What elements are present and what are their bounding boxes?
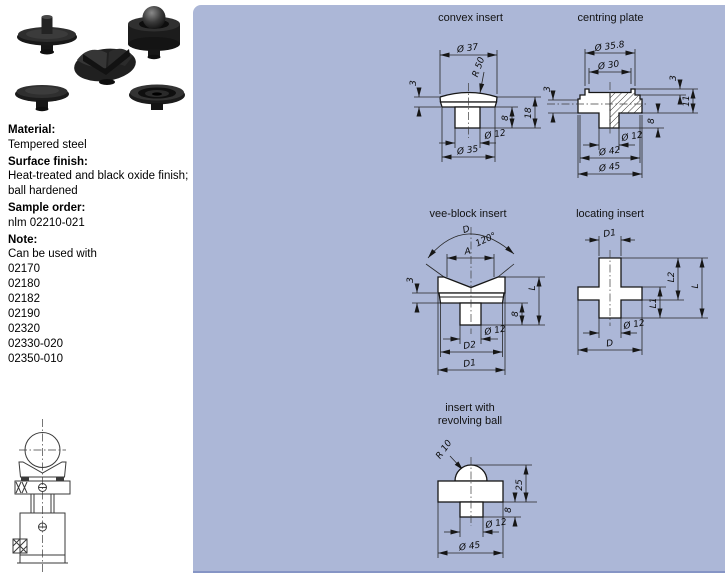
- assembly-outline: [13, 419, 70, 573]
- convex-insert-drawing: [408, 26, 548, 166]
- dim-L: L: [691, 283, 701, 289]
- dim-height-25: 25: [515, 479, 525, 491]
- material-value: Tempered steel: [8, 139, 87, 151]
- dim-height-8: 8: [504, 507, 514, 513]
- dim-height-3-right: 3: [669, 75, 679, 81]
- sample-order-value: nlm 02210-021: [8, 217, 85, 229]
- dim-height-8: 8: [511, 311, 521, 317]
- photo-revolving-ball-insert: [128, 6, 180, 59]
- photo-centring-plate: [129, 85, 185, 111]
- vee-block-insert-drawing: [405, 222, 555, 387]
- dim-D-arc: D: [461, 224, 472, 236]
- dim-D1: D1: [462, 358, 477, 370]
- surface-finish-label: Surface finish:: [8, 156, 88, 168]
- photo-convex-insert: [15, 85, 69, 111]
- dim-height-11: 11: [682, 95, 692, 107]
- assembly-application-drawing: [5, 415, 115, 577]
- note-label: Note:: [8, 234, 38, 246]
- part-outline: [547, 82, 648, 134]
- dim-diameter-12: Ø 12: [620, 130, 644, 144]
- convex-insert-title: convex insert: [438, 12, 503, 24]
- note-intro: Can be used with: [8, 248, 97, 260]
- dim-D: D: [605, 338, 614, 350]
- dim-diameter-45: Ø 45: [458, 540, 482, 554]
- title-line-1: insert with: [445, 402, 495, 414]
- dimension-lines: [438, 456, 537, 558]
- part-outline: [438, 457, 503, 526]
- dim-D2: D2: [462, 340, 477, 352]
- dim-diameter-42: Ø 42: [598, 145, 622, 159]
- centring-plate-drawing: [545, 26, 715, 181]
- dim-diameter-35-8: Ø 35.8: [594, 39, 626, 55]
- dim-L2: L2: [667, 271, 677, 283]
- surface-finish-line2: ball hardened: [8, 185, 78, 197]
- dim-A: A: [463, 246, 472, 258]
- vee-block-insert-title: vee-block insert: [429, 208, 507, 220]
- dim-radius-50: R 50: [470, 55, 488, 79]
- photo-convex-insert-with-pin: [17, 15, 77, 55]
- note-item: 02190: [8, 308, 40, 320]
- dim-diameter-12: Ø 12: [483, 324, 507, 338]
- dim-diameter-12: Ø 12: [483, 128, 507, 142]
- dim-diameter-37: Ø 37: [456, 42, 480, 56]
- product-photos: [5, 4, 195, 122]
- dim-angle-120: 120°: [474, 231, 499, 250]
- note-item: 02330-020: [8, 338, 63, 350]
- revolving-ball-insert-drawing: [420, 400, 565, 575]
- dim-diameter-45: Ø 45: [598, 161, 622, 175]
- dim-L1: L1: [649, 297, 659, 309]
- title-line-2: revolving ball: [437, 415, 503, 427]
- dim-D1: D1: [602, 228, 617, 240]
- part-outline: [438, 227, 505, 334]
- part-outline: [578, 250, 642, 326]
- dim-diameter-12: Ø 12: [484, 517, 508, 531]
- dim-radius-10: R 10: [434, 438, 455, 462]
- surface-finish-line1: Heat-treated and black oxide finish;: [8, 170, 189, 182]
- note-item: 02180: [8, 278, 40, 290]
- sample-order-label: Sample order:: [8, 202, 86, 214]
- note-item: 02170: [8, 263, 40, 275]
- photo-vee-block-insert: [72, 45, 137, 85]
- dim-diameter-12: Ø 12: [622, 318, 646, 332]
- centring-plate-title: centring plate: [577, 12, 644, 24]
- part-outline: [440, 83, 497, 138]
- dim-height-8: 8: [501, 115, 511, 121]
- dim-height-3: 3: [406, 277, 416, 283]
- note-item: 02182: [8, 293, 40, 305]
- dim-height-8: 8: [647, 118, 657, 124]
- locating-insert-drawing: [565, 222, 715, 372]
- dim-L: L: [528, 285, 538, 291]
- dim-diameter-30: Ø 30: [597, 59, 621, 73]
- note-item: 02350-010: [8, 353, 63, 365]
- locating-insert-title: locating insert: [576, 208, 644, 220]
- dim-height-18: 18: [524, 107, 534, 119]
- note-item: 02320: [8, 323, 40, 335]
- material-label: Material:: [8, 124, 56, 136]
- dim-height-3-left: 3: [543, 86, 553, 92]
- dim-height-3: 3: [409, 80, 419, 86]
- dim-diameter-35: Ø 35: [456, 144, 480, 158]
